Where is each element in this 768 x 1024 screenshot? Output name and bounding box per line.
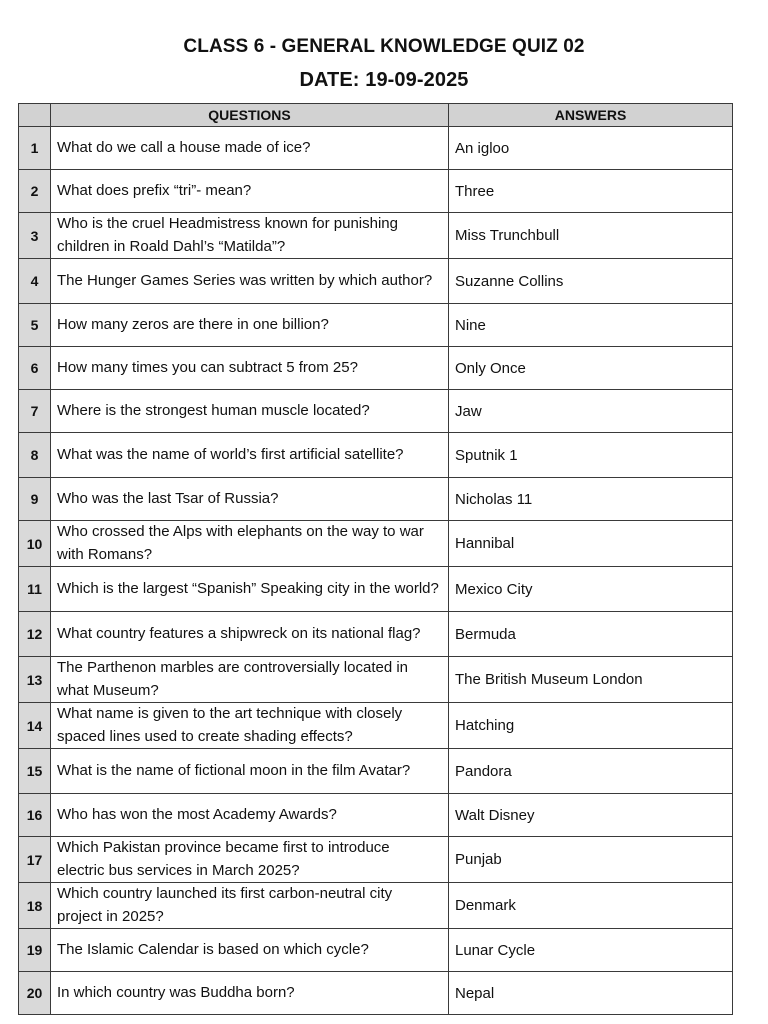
answer-text: Nicholas 11 (449, 478, 733, 521)
question-number: 7 (19, 390, 51, 433)
question-text: How many zeros are there in one billion? (51, 304, 449, 347)
question-number: 14 (19, 703, 51, 749)
question-number: 4 (19, 259, 51, 304)
table-row (19, 521, 733, 567)
question-number: 3 (19, 213, 51, 259)
answer-text: Jaw (449, 390, 733, 433)
answer-text: Punjab (449, 837, 733, 883)
question-number: 13 (19, 657, 51, 703)
answer-text: Hatching (449, 703, 733, 749)
question-number: 1 (19, 127, 51, 170)
question-text: Who crossed the Alps with elephants on the way to war with Romans? (51, 521, 449, 567)
table-row (19, 837, 733, 883)
question-text: Which Pakistan province became first to introduce electric bus services in March 2025? (51, 837, 449, 883)
question-text: Where is the strongest human muscle located? (51, 390, 449, 433)
table-row (19, 703, 733, 749)
question-number: 2 (19, 170, 51, 213)
table-row (19, 478, 733, 521)
answer-text: An igloo (449, 127, 733, 170)
quiz-date: DATE: 19-09-2025 (299, 69, 469, 91)
question-number: 18 (19, 883, 51, 929)
table-row (19, 390, 733, 433)
answer-text: Nine (449, 304, 733, 347)
question-text: What is the name of fictional moon in the film Avatar? (51, 749, 449, 794)
number-column-header (19, 104, 51, 127)
table-row (19, 657, 733, 703)
table-row (19, 127, 733, 170)
answer-text: Lunar Cycle (449, 929, 733, 972)
table-row (19, 794, 733, 837)
answer-text: Miss Trunchbull (449, 213, 733, 259)
quiz-table-body (19, 127, 733, 1015)
table-row (19, 304, 733, 347)
answer-text: Nepal (449, 972, 733, 1015)
table-row (19, 259, 733, 304)
question-number: 17 (19, 837, 51, 883)
question-text: What name is given to the art technique with closely spaced lines used to create shading effects? (51, 703, 449, 749)
question-number: 8 (19, 433, 51, 478)
question-text: Which is the largest “Spanish” Speaking city in the world? (51, 567, 449, 612)
question-number: 10 (19, 521, 51, 567)
table-row (19, 883, 733, 929)
table-row (19, 213, 733, 259)
question-text: Which country launched its first carbon-neutral city project in 2025? (51, 883, 449, 929)
answer-text: Only Once (449, 347, 733, 390)
question-text: The Parthenon marbles are controversially located in what Museum? (51, 657, 449, 703)
answer-text: Denmark (449, 883, 733, 929)
question-number: 6 (19, 347, 51, 390)
answers-column-header: ANSWERS (449, 104, 733, 127)
table-row (19, 433, 733, 478)
table-row (19, 347, 733, 390)
table-row (19, 567, 733, 612)
table-header-row (19, 104, 733, 127)
question-number: 20 (19, 972, 51, 1015)
table-row (19, 612, 733, 657)
table-row (19, 972, 733, 1015)
quiz-table (18, 103, 733, 1015)
answer-text: Three (449, 170, 733, 213)
question-number: 15 (19, 749, 51, 794)
question-number: 12 (19, 612, 51, 657)
question-number: 5 (19, 304, 51, 347)
question-number: 9 (19, 478, 51, 521)
question-number: 19 (19, 929, 51, 972)
question-text: What country features a shipwreck on its national flag? (51, 612, 449, 657)
answer-text: Bermuda (449, 612, 733, 657)
question-text: What was the name of world’s first artificial satellite? (51, 433, 449, 478)
answer-text: Sputnik 1 (449, 433, 733, 478)
question-text: The Islamic Calendar is based on which cycle? (51, 929, 449, 972)
table-row (19, 749, 733, 794)
question-text: In which country was Buddha born? (51, 972, 449, 1015)
quiz-title: CLASS 6 - GENERAL KNOWLEDGE QUIZ 02 (183, 36, 585, 57)
answer-text: Hannibal (449, 521, 733, 567)
answer-text: Suzanne Collins (449, 259, 733, 304)
table-row (19, 170, 733, 213)
answer-text: Mexico City (449, 567, 733, 612)
questions-column-header: QUESTIONS (51, 104, 449, 127)
table-row (19, 929, 733, 972)
question-number: 11 (19, 567, 51, 612)
question-text: How many times you can subtract 5 from 25? (51, 347, 449, 390)
question-text: Who has won the most Academy Awards? (51, 794, 449, 837)
question-text: What do we call a house made of ice? (51, 127, 449, 170)
answer-text: Walt Disney (449, 794, 733, 837)
question-text: Who is the cruel Headmistress known for punishing children in Roald Dahl’s “Matilda”? (51, 213, 449, 259)
question-text: Who was the last Tsar of Russia? (51, 478, 449, 521)
answer-text: The British Museum London (449, 657, 733, 703)
question-number: 16 (19, 794, 51, 837)
question-text: The Hunger Games Series was written by which author? (51, 259, 449, 304)
question-text: What does prefix “tri”- mean? (51, 170, 449, 213)
answer-text: Pandora (449, 749, 733, 794)
